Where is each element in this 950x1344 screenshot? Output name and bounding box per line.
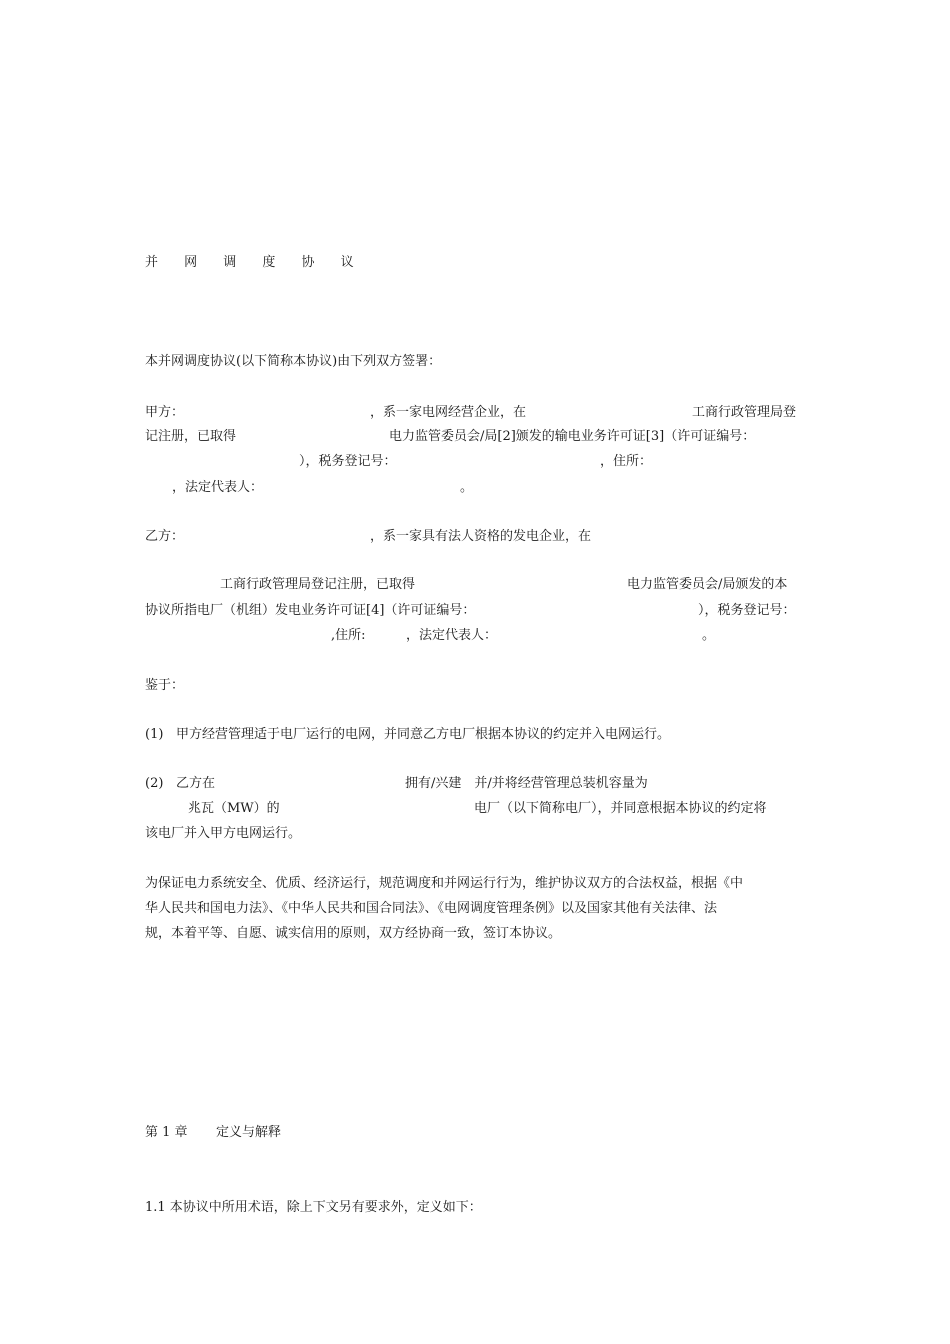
party-a-text: 记注册，已取得 — [145, 429, 237, 444]
party-b-text: 工商行政管理局登记注册，已取得 — [220, 577, 416, 592]
party-b-text: 。 — [702, 628, 716, 643]
party-b-text: 协议所指电厂（机组）发电业务许可证[4]（许可证编号： — [145, 603, 476, 618]
intro-paragraph: 本并网调度协议(以下简称本协议)由下列双方签署： — [145, 354, 442, 369]
item-text: 该电厂并入甲方电网运行。 — [145, 826, 302, 841]
party-b-text: ，法定代表人： — [406, 628, 498, 643]
item-text: 拥有/兴建 并/并将经营管理总装机容量为 — [405, 776, 648, 791]
party-a-text: 工商行政管理局登 — [692, 405, 797, 420]
party-a-text: ，系一家电网经营企业，在 — [370, 405, 527, 420]
purpose-line: 规，本着平等、自愿、诚实信用的原则，双方经协商一致，签订本协议。 — [145, 926, 562, 941]
item-text: 甲方经营管理适于电厂运行的电网，并同意乙方电厂根据本协议的约定并入电网运行。 — [176, 727, 671, 742]
item-text: 兆瓦（MW）的 — [188, 801, 280, 816]
party-a-text: 。 — [460, 480, 474, 495]
whereas-heading: 鉴于： — [145, 678, 185, 693]
purpose-line: 华人民共和国电力法》、《中华人民共和国合同法》、《电网调度管理条例》以及国家其他有关法律、法 — [145, 901, 718, 916]
party-a-text: ，住所： — [600, 454, 653, 469]
chapter-title: 定义与解释 — [216, 1125, 282, 1140]
party-a-text: ，法定代表人： — [172, 480, 264, 495]
party-a-text: 电力监管委员会/局[2]颁发的输电业务许可证[3]（许可证编号： — [389, 429, 756, 444]
party-b-text: ，系一家具有法人资格的发电企业，在 — [370, 529, 592, 544]
document-title: 并 网 调 度 协 议 — [145, 255, 365, 270]
item-text: 乙方在 — [176, 776, 216, 791]
clause-1-1: 1.1 本协议中所用术语，除上下文另有要求外，定义如下： — [145, 1200, 482, 1215]
party-b-text: ），税务登记号： — [698, 603, 796, 618]
item-number: (1) — [145, 727, 164, 742]
party-a-text: ），税务登记号： — [299, 454, 397, 469]
item-number: (2) — [145, 776, 164, 791]
purpose-line: 为保证电力系统安全、优质、经济运行，规范调度和并网运行行为，维护协议双方的合法权益，根据《中 — [145, 876, 744, 891]
party-b-text: ,住所: — [331, 628, 366, 643]
chapter-number: 第 1 章 — [145, 1125, 188, 1140]
item-text: 电厂（以下简称电厂），并同意根据本协议的约定将 — [474, 801, 767, 816]
party-b-label: 乙方： — [145, 529, 185, 544]
party-a-label: 甲方： — [145, 405, 185, 420]
party-b-text: 电力监管委员会/局颁发的本 — [627, 577, 788, 592]
